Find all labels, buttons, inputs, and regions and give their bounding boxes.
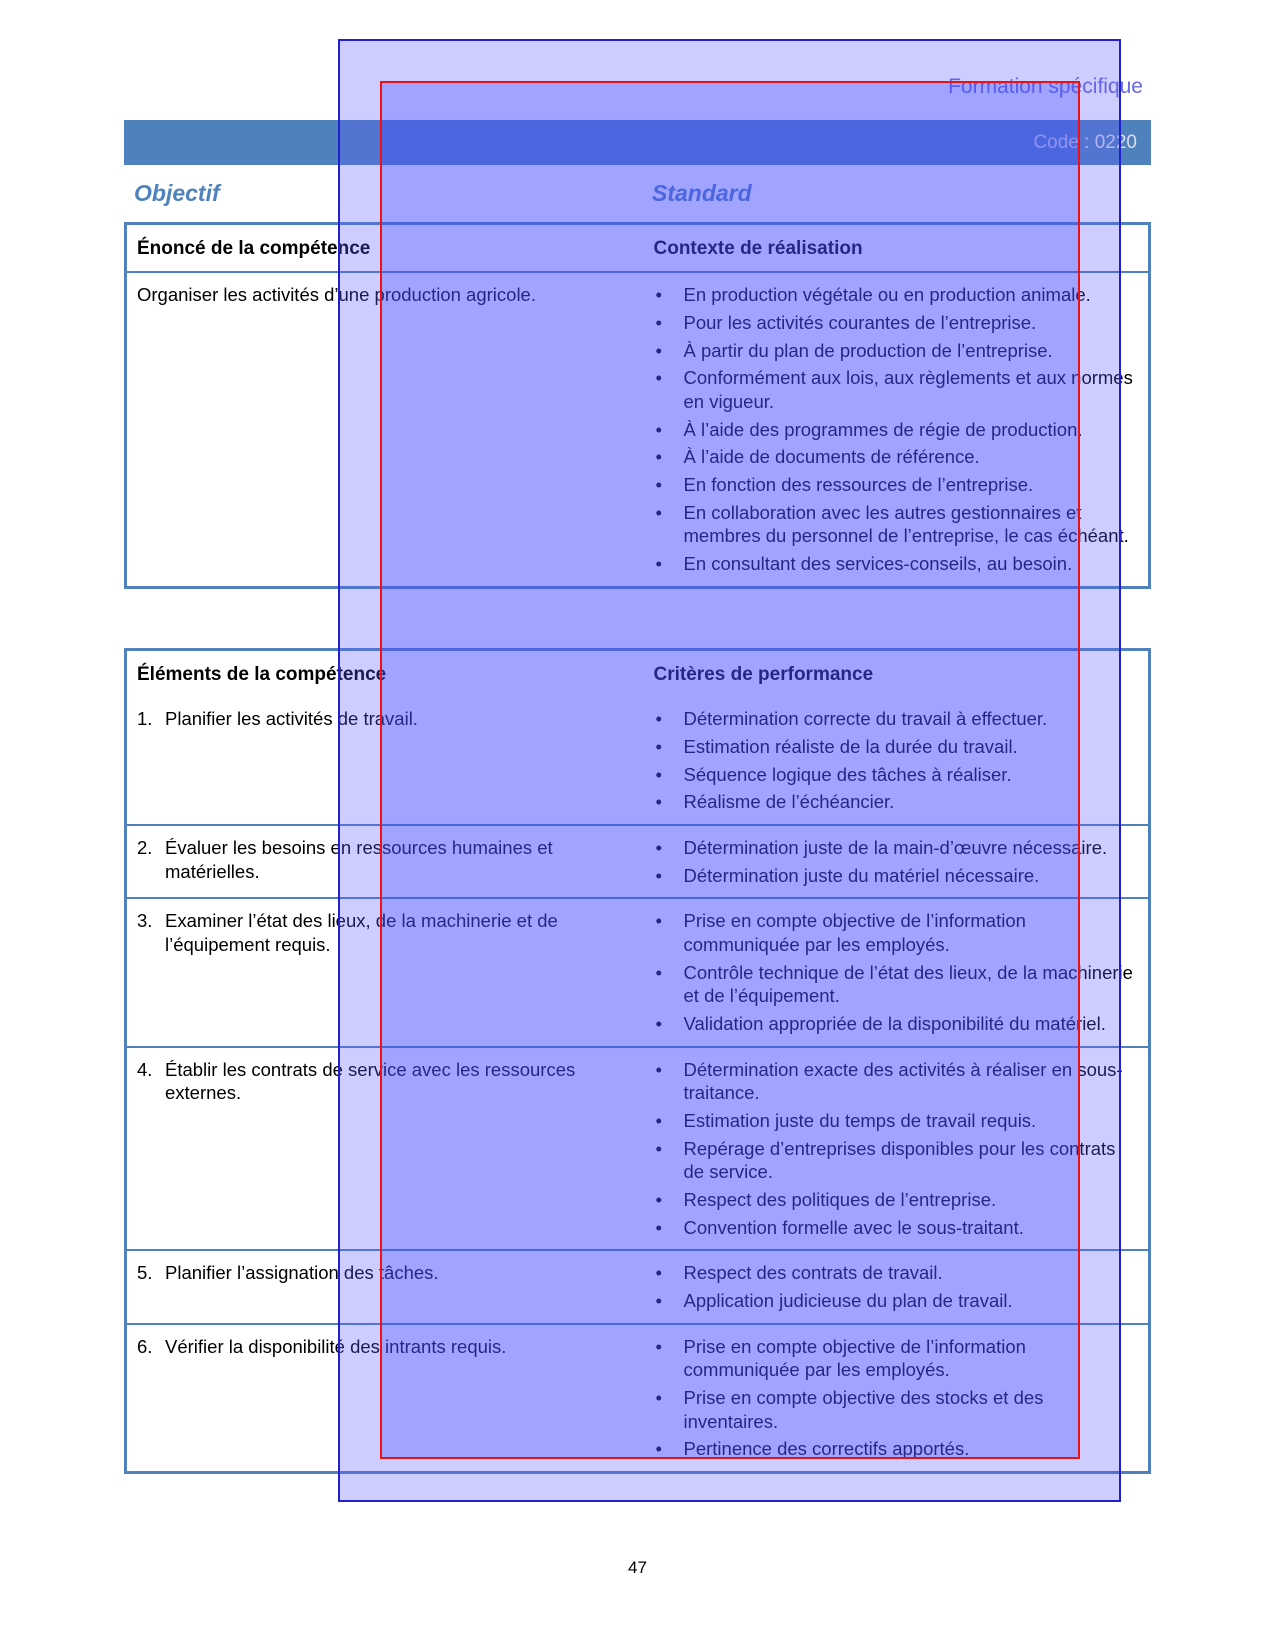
criteria-item: • Détermination juste du matériel nécessaire. <box>654 864 1139 888</box>
criteria-item: • Détermination correcte du travail à effectuer. <box>654 707 1139 731</box>
criteria-item: • Pertinence des correctifs apportés. <box>654 1437 1139 1461</box>
element-text: Planifier les activités de travail. <box>165 708 418 730</box>
contexte-item: • En fonction des ressources de l’entreprise. <box>654 473 1139 497</box>
page-number: 47 <box>628 1558 647 1577</box>
element-number: 2. <box>137 837 153 858</box>
criteria-item: • Prise en compte objective de l’information communiquée par les employés. <box>654 1335 1139 1382</box>
code-label: Code : <box>1033 132 1090 153</box>
criteria-item: • Estimation juste du temps de travail requis. <box>654 1109 1139 1133</box>
objectif-heading: Objectif <box>134 180 220 206</box>
code-value: 0220 <box>1094 132 1137 153</box>
element-number: 1. <box>137 708 153 730</box>
enonce-text: Organiser les activités d’une production agricole. <box>126 272 644 587</box>
criteria-item: • Application judicieuse du plan de travail. <box>654 1289 1139 1313</box>
criteria-item: • Convention formelle avec le sous-traitant. <box>654 1216 1139 1240</box>
criteria-item: • Respect des politiques de l’entreprise. <box>654 1188 1139 1212</box>
elements-header: Éléments de la compétence <box>137 664 387 685</box>
criteria-item: • Respect des contrats de travail. <box>654 1261 1139 1285</box>
criteria-item: • Estimation réaliste de la durée du travail. <box>654 735 1139 759</box>
enonce-header: Énoncé de la compétence <box>137 238 371 259</box>
criteria-item: • Contrôle technique de l’état des lieux, de la machinerie et de l’équipement. <box>654 961 1139 1008</box>
page-header-title: Formation spécifique <box>948 75 1143 98</box>
element-number: 3. <box>137 910 153 932</box>
criteres-header: Critères de performance <box>653 664 874 685</box>
contexte-item: • En production végétale ou en production animale. <box>654 283 1139 307</box>
element-number: 5. <box>137 1262 153 1284</box>
criteria-item: • Détermination exacte des activités à réaliser en sous-traitance. <box>654 1058 1139 1105</box>
element-text: Examiner l’état des lieux, de la machinerie et de l’équipement requis. <box>165 910 558 956</box>
criteria-item: • Validation appropriée de la disponibilité du matériel. <box>654 1012 1139 1036</box>
criteria-item: • Prise en compte objective des stocks et des inventaires. <box>654 1386 1139 1433</box>
contexte-item: • À l’aide des programmes de régie de production. <box>654 418 1139 442</box>
contexte-item: • À l’aide de documents de référence. <box>654 445 1139 469</box>
element-text: Évaluer les besoins en ressources humaines et matérielles. <box>165 837 553 882</box>
contexte-item: • En consultant des services-conseils, au besoin. <box>654 552 1139 576</box>
element-number: 4. <box>137 1058 153 1080</box>
contexte-item: • Pour les activités courantes de l’entreprise. <box>654 311 1139 335</box>
element-text: Planifier l’assignation des tâches. <box>165 1262 439 1284</box>
element-text: Établir les contrats de service avec les ressources externes. <box>165 1058 576 1104</box>
criteria-item: • Réalisme de l’échéancier. <box>654 790 1139 814</box>
standard-heading: Standard <box>652 180 752 206</box>
highlight-overlay-red <box>380 81 1080 1459</box>
contexte-header: Contexte de réalisation <box>653 238 863 259</box>
criteria-item: • Prise en compte objective de l’information communiquée par les employés. <box>654 909 1139 956</box>
contexte-item: • Conformément aux lois, aux règlements et aux normes en vigueur. <box>654 366 1139 413</box>
criteria-item: • Séquence logique des tâches à réaliser. <box>654 763 1139 787</box>
element-text: Vérifier la disponibilité des intrants requis. <box>165 1335 507 1357</box>
criteria-item: • Détermination juste de la main-d’œuvre nécessaire. <box>654 836 1139 860</box>
contexte-item: • À partir du plan de production de l’entreprise. <box>654 339 1139 363</box>
element-number: 6. <box>137 1335 153 1357</box>
contexte-item: • En collaboration avec les autres gestionnaires et membres du personnel de l’entreprise, le cas échéant. <box>654 501 1139 548</box>
criteria-item: • Repérage d’entreprises disponibles pour les contrats de service. <box>654 1137 1139 1184</box>
